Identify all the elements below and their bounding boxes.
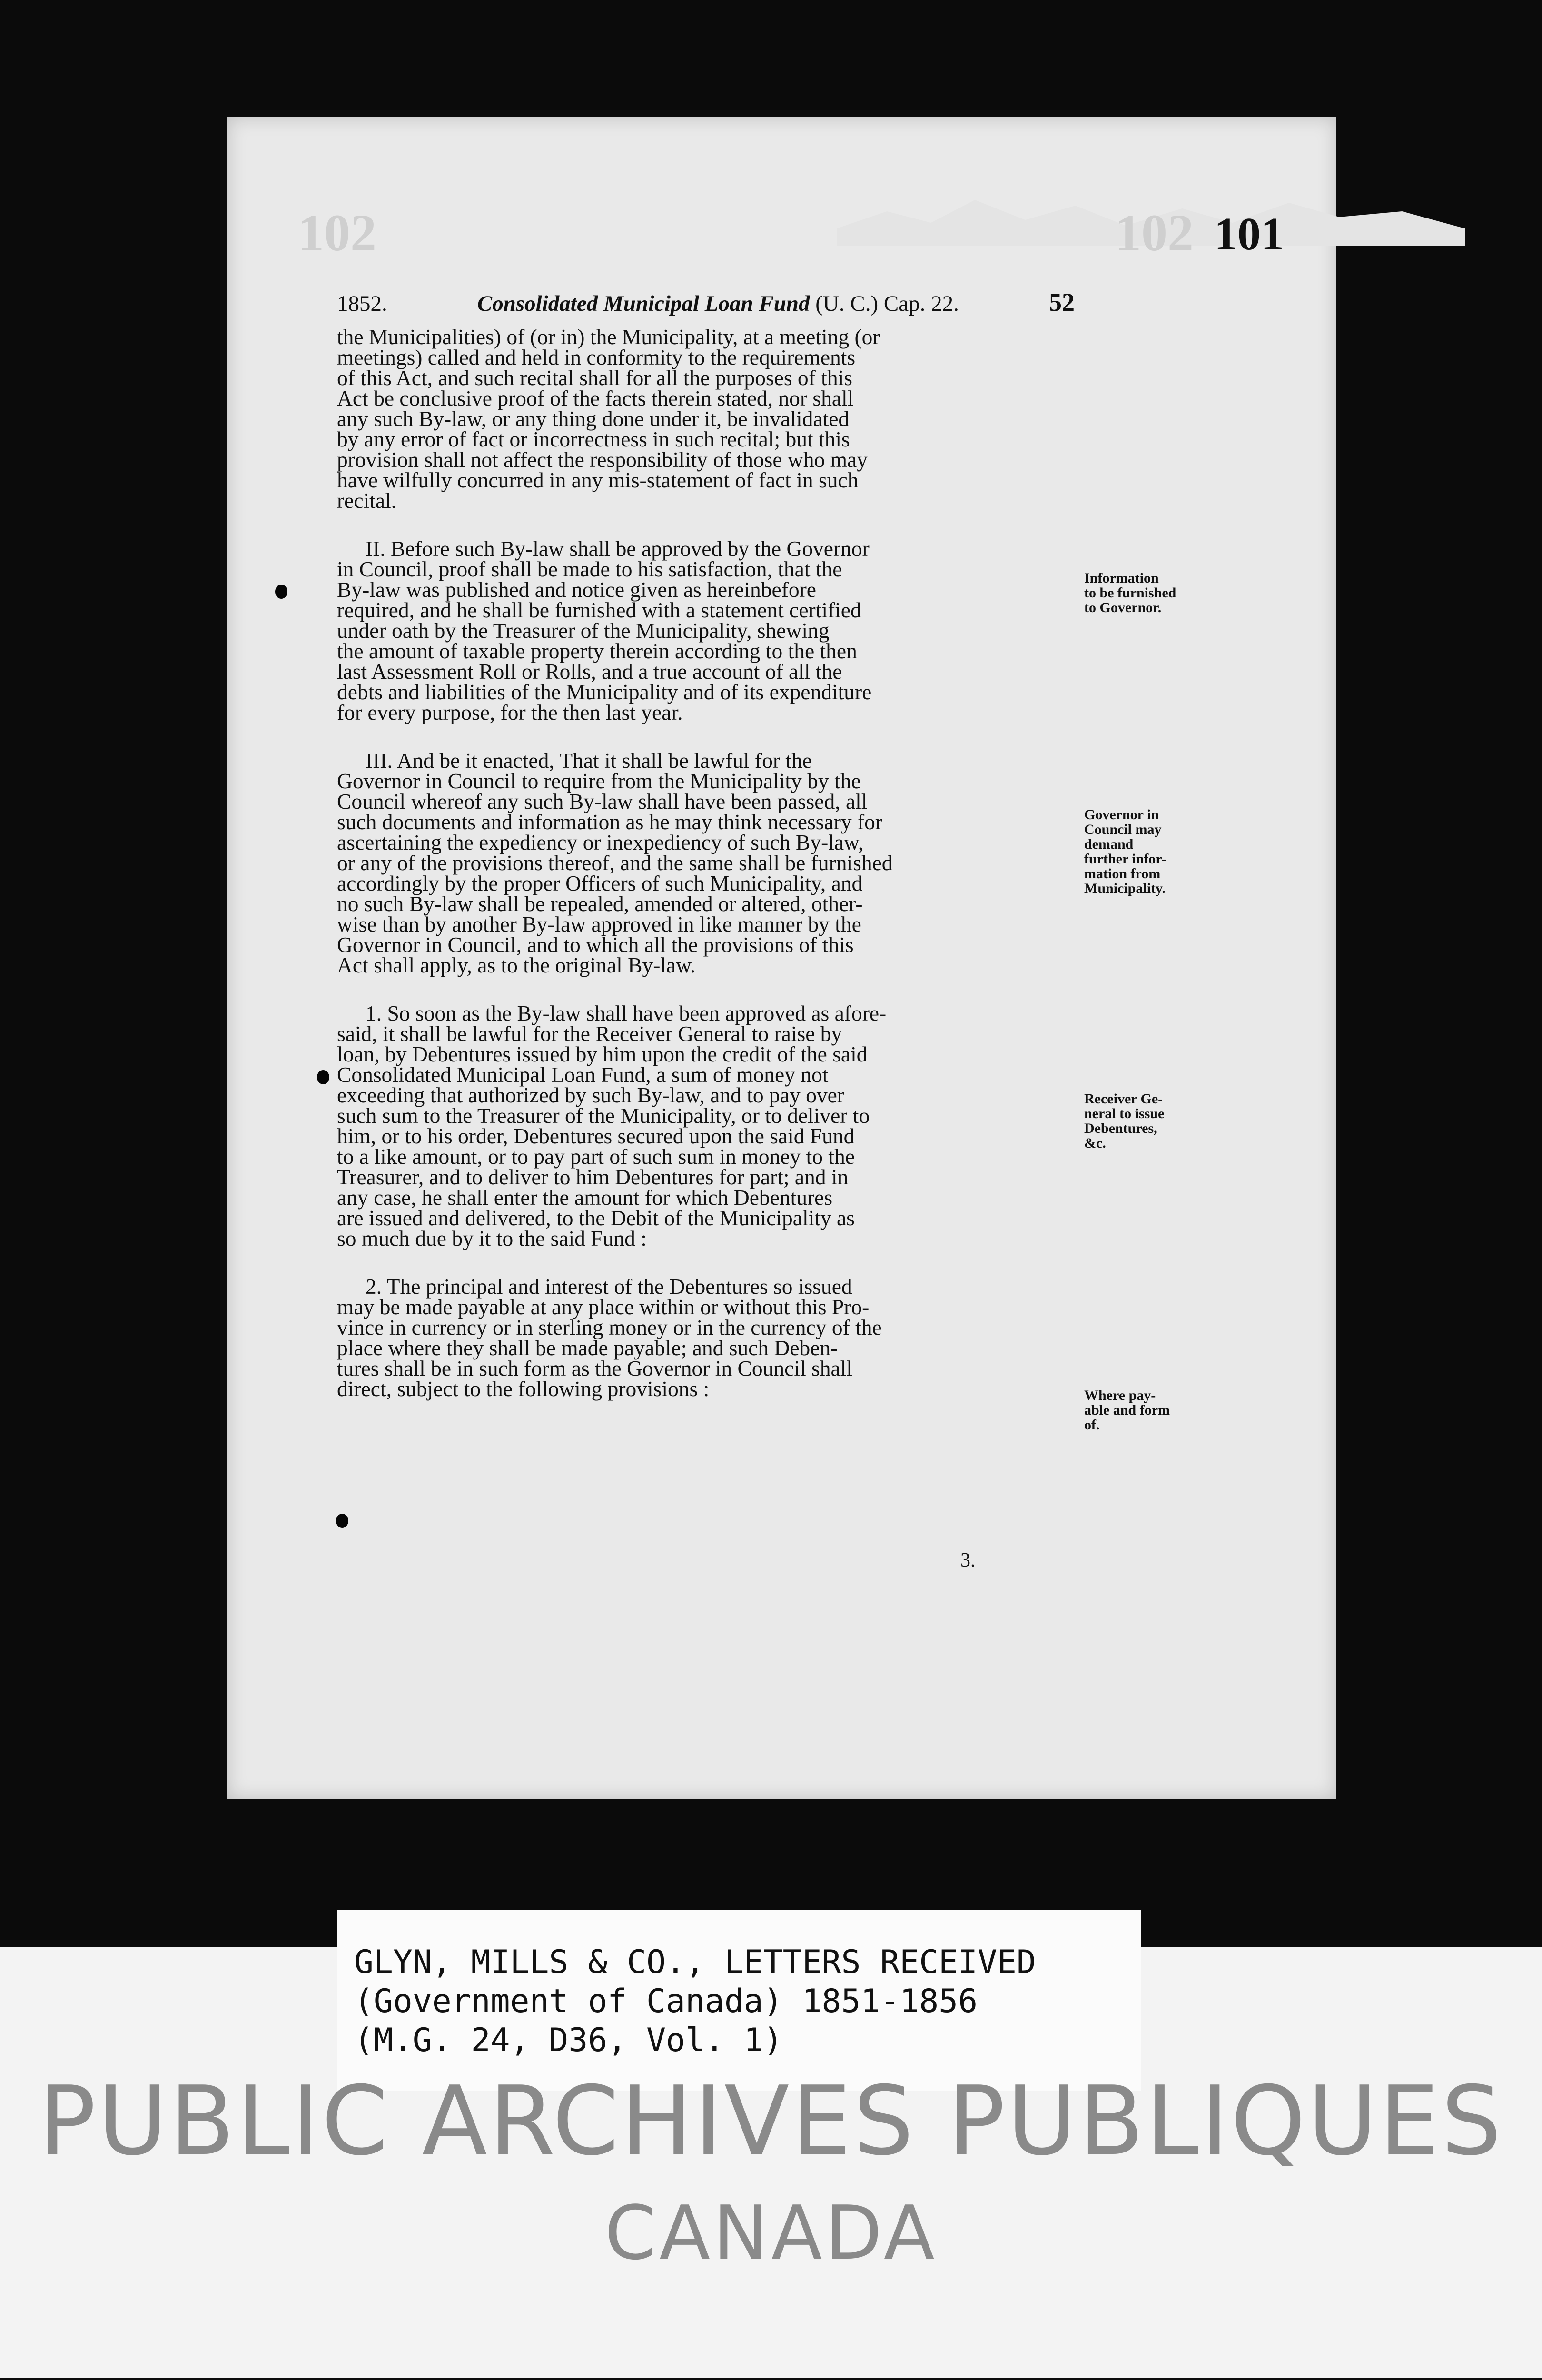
- text-line: to a like amount, or to pay part of such sum in money to the: [337, 1144, 855, 1169]
- side-note-line: &c.: [1084, 1135, 1106, 1151]
- text-line: such documents and information as he may think necessary for: [337, 810, 883, 834]
- reference-line: (M.G. 24, D36, Vol. 1): [354, 2022, 783, 2059]
- text-line: 1. So soon as the By-law shall have been approved as afore-: [366, 1001, 887, 1025]
- text-line: wise than by another By-law approved in like manner by the: [337, 912, 861, 936]
- reference-line: GLYN, MILLS & CO., LETTERS RECEIVED: [354, 1944, 1036, 1981]
- text-line: Council whereof any such By-law shall have been passed, all: [337, 789, 868, 813]
- act-title: Consolidated Municipal Loan Fund: [477, 291, 810, 316]
- side-note-line: to Governor.: [1084, 600, 1162, 615]
- text-line: required, and he shall be furnished with a statement certified: [337, 598, 861, 622]
- text-line: so much due by it to the said Fund :: [337, 1226, 647, 1250]
- text-line: Treasurer, and to deliver to him Debentures for part; and in: [337, 1165, 849, 1189]
- folio-number: 101: [1214, 208, 1284, 260]
- archive-stamp-country: CANADA: [604, 2190, 938, 2276]
- binding-hole-mark: [336, 1514, 348, 1528]
- text-line: Governor in Council, and to which all the provisions of this: [337, 932, 854, 957]
- running-head-year: 1852.: [337, 291, 387, 316]
- paragraph: [337, 1003, 1075, 1249]
- text-line: last Assessment Roll or Rolls, and a true account of all the: [337, 659, 842, 684]
- paragraph: [337, 1276, 1075, 1399]
- text-line: Governor in Council to require from the Municipality by the: [337, 769, 861, 793]
- binding-hole-mark: [317, 1070, 329, 1084]
- archive-reference-text: [354, 1943, 1139, 2060]
- text-line: any such By-law, or any thing done under it, be invalidated: [337, 407, 850, 431]
- text-line: by any error of fact or incorrectness in such recital; but this: [337, 427, 850, 451]
- text-line: have wilfully concurred in any mis-statement of fact in such: [337, 468, 859, 492]
- text-line: him, or to his order, Debentures secured upon the said Fund: [337, 1124, 855, 1148]
- running-head-page: 52: [1049, 288, 1075, 317]
- bleed-through-folio: 102: [298, 204, 376, 262]
- text-line: vince in currency or in sterling money or in the currency of the: [337, 1315, 882, 1339]
- side-note: [1084, 1388, 1241, 1432]
- side-note-line: Information: [1084, 570, 1159, 586]
- catchword: 3.: [960, 1549, 976, 1571]
- side-note-line: mation from: [1084, 866, 1161, 882]
- text-line: accordingly by the proper Officers of such Municipality, and: [337, 871, 863, 895]
- text-line: By-law was published and notice given as hereinbefore: [337, 577, 816, 602]
- text-line: III. And be it enacted, That it shall be lawful for the: [366, 748, 812, 773]
- text-line: recital.: [337, 488, 397, 513]
- side-note-line: Receiver Ge-: [1084, 1091, 1163, 1107]
- archive-reference-slip: [337, 1910, 1141, 2091]
- text-line: any case, he shall enter the amount for which Debentures: [337, 1185, 833, 1210]
- running-head: [337, 288, 1075, 317]
- text-line: direct, subject to the following provisions :: [337, 1377, 710, 1401]
- text-line: exceeding that authorized by such By-law, and to pay over: [337, 1083, 844, 1107]
- paragraph: [337, 327, 1075, 511]
- text-line: the amount of taxable property therein according to the then: [337, 639, 857, 663]
- side-note: [1084, 571, 1241, 615]
- act-region: (U. C.): [815, 291, 879, 316]
- text-line: provision shall not affect the responsibility of those who may: [337, 447, 868, 472]
- side-note-line: demand: [1084, 836, 1134, 852]
- side-note-line: Governor in: [1084, 807, 1159, 823]
- text-line: or any of the provisions thereof, and the same shall be furnished: [337, 851, 893, 875]
- text-line: may be made payable at any place within or without this Pro-: [337, 1295, 870, 1319]
- text-line: said, it shall be lawful for the Receiver General to raise by: [337, 1021, 842, 1046]
- paragraph: [337, 538, 1075, 723]
- text-line: no such By-law shall be repealed, amended or altered, other-: [337, 892, 863, 916]
- text-line: II. Before such By-law shall be approved by the Governor: [366, 536, 870, 561]
- side-note-line: further infor-: [1084, 851, 1166, 867]
- side-note-line: of.: [1084, 1417, 1100, 1433]
- side-note-line: Council may: [1084, 822, 1162, 837]
- binding-hole-mark: [275, 585, 287, 599]
- side-note-line: able and form: [1084, 1402, 1170, 1418]
- text-line: such sum to the Treasurer of the Municipality, or to deliver to: [337, 1103, 870, 1128]
- text-line: Act be conclusive proof of the facts therein stated, nor shall: [337, 386, 854, 410]
- text-line: loan, by Debentures issued by him upon the credit of the said: [337, 1042, 868, 1066]
- text-line: 2. The principal and interest of the Debentures so issued: [366, 1274, 852, 1299]
- text-line: ascertaining the expediency or inexpediency of such By-law,: [337, 830, 864, 854]
- archive-stamp-line: PUBLIC ARCHIVES PUBLIQUES: [38, 2066, 1504, 2177]
- text-line: debts and liabilities of the Municipality and of its expenditure: [337, 680, 872, 704]
- reference-line: (Government of Canada) 1851-1856: [354, 1983, 978, 2020]
- text-line: under oath by the Treasurer of the Municipality, shewing: [337, 618, 830, 643]
- text-line: the Municipalities) of (or in) the Municipality, at a meeting (or: [337, 325, 880, 349]
- text-line: Consolidated Municipal Loan Fund, a sum of money not: [337, 1062, 829, 1087]
- side-note-line: Debentures,: [1084, 1121, 1157, 1136]
- body-text: [337, 327, 1075, 1427]
- side-note-line: Municipality.: [1084, 881, 1166, 896]
- text-line: are issued and delivered, to the Debit of the Municipality as: [337, 1206, 855, 1230]
- side-note: [1084, 1091, 1241, 1150]
- text-line: in Council, proof shall be made to his satisfaction, that the: [337, 557, 842, 581]
- text-line: Act shall apply, as to the original By-law.: [337, 953, 696, 977]
- text-line: tures shall be in such form as the Governor in Council shall: [337, 1356, 852, 1380]
- side-note: [1084, 807, 1241, 896]
- document-page: [227, 117, 1336, 1799]
- act-chapter: Cap. 22.: [883, 291, 959, 316]
- paragraph: [337, 750, 1075, 975]
- text-line: meetings) called and held in conformity to the requirements: [337, 345, 856, 369]
- bleed-through-folio-right: 102: [1115, 204, 1194, 262]
- running-head-title: [477, 291, 959, 317]
- text-line: for every purpose, for the then last year.: [337, 700, 683, 724]
- side-note-line: to be furnished: [1084, 585, 1176, 601]
- text-line: of this Act, and such recital shall for all the purposes of this: [337, 366, 852, 390]
- text-line: place where they shall be made payable; and such Deben-: [337, 1336, 838, 1360]
- side-note-line: neral to issue: [1084, 1106, 1165, 1121]
- side-note-line: Where pay-: [1084, 1388, 1156, 1403]
